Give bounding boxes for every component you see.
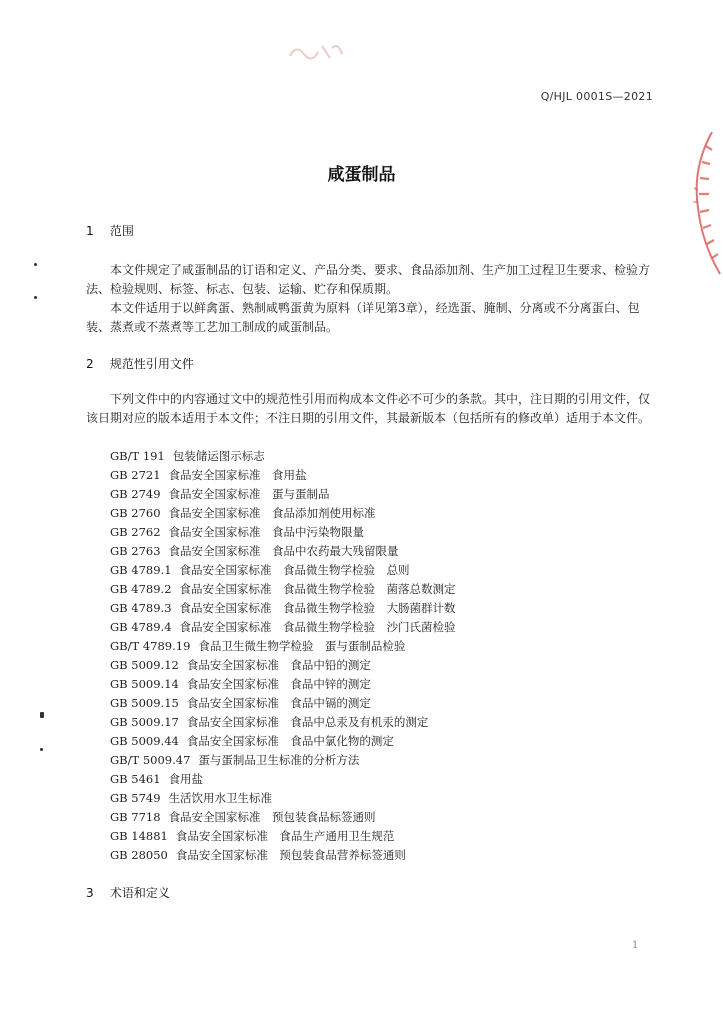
reference-title: 食用盐 bbox=[168, 772, 204, 786]
section-2-heading bbox=[86, 355, 194, 372]
scan-speck bbox=[34, 296, 37, 299]
section-1-heading bbox=[86, 222, 134, 239]
reference-title: 生活饮用水卫生标准 bbox=[168, 791, 273, 805]
reference-code: GB/T 191 bbox=[110, 449, 165, 463]
reference-code: GB 4789.1 bbox=[110, 563, 172, 577]
reference-code: GB 5009.17 bbox=[110, 715, 179, 729]
reference-item bbox=[110, 846, 456, 865]
reference-title: 食品安全国家标准 食品添加剂使用标准 bbox=[168, 506, 376, 520]
reference-item bbox=[110, 523, 456, 542]
reference-item bbox=[110, 618, 456, 637]
reference-code: GB 28050 bbox=[110, 848, 168, 862]
reference-item bbox=[110, 732, 456, 751]
section-number: 3 bbox=[86, 886, 94, 900]
reference-item bbox=[110, 466, 456, 485]
reference-code: GB 2721 bbox=[110, 468, 161, 482]
section-number: 2 bbox=[86, 357, 94, 371]
reference-item bbox=[110, 447, 456, 466]
reference-title: 食品安全国家标准 食品微生物学检验 沙门氏菌检验 bbox=[179, 620, 456, 634]
reference-item bbox=[110, 485, 456, 504]
reference-title: 食品安全国家标准 食品中污染物限量 bbox=[168, 525, 365, 539]
reference-item bbox=[110, 580, 456, 599]
reference-title: 食品卫生微生物学检验 蛋与蛋制品检验 bbox=[198, 639, 406, 653]
reference-code: GB/T 4789.19 bbox=[110, 639, 191, 653]
reference-code: GB 5009.12 bbox=[110, 658, 179, 672]
reference-title: 食品安全国家标准 食品生产通用卫生规范 bbox=[175, 829, 395, 843]
document-code: Q/HJL 0001S—2021 bbox=[540, 90, 653, 103]
scan-speck bbox=[40, 712, 44, 718]
reference-code: GB 5461 bbox=[110, 772, 161, 786]
reference-code: GB 2749 bbox=[110, 487, 161, 501]
reference-code: GB 2762 bbox=[110, 525, 161, 539]
reference-title: 食品安全国家标准 食品微生物学检验 大肠菌群计数 bbox=[179, 601, 456, 615]
reference-code: GB 5009.44 bbox=[110, 734, 179, 748]
reference-item bbox=[110, 542, 456, 561]
reference-title: 食品安全国家标准 食品微生物学检验 总则 bbox=[179, 563, 410, 577]
reference-title: 包装储运图示标志 bbox=[172, 449, 265, 463]
reference-code: GB 2763 bbox=[110, 544, 161, 558]
faint-stamp-mark bbox=[286, 40, 346, 62]
reference-title: 食品安全国家标准 食品中农药最大残留限量 bbox=[168, 544, 399, 558]
scan-speck bbox=[34, 263, 37, 266]
reference-item bbox=[110, 656, 456, 675]
reference-code: GB 2760 bbox=[110, 506, 161, 520]
section-number: 1 bbox=[86, 224, 94, 238]
reference-title: 食品安全国家标准 食品中镉的测定 bbox=[186, 696, 371, 710]
reference-item bbox=[110, 770, 456, 789]
reference-title: 食品安全国家标准 食品中氯化物的测定 bbox=[186, 734, 394, 748]
reference-item bbox=[110, 789, 456, 808]
section-title: 规范性引用文件 bbox=[109, 357, 194, 371]
scope-paragraph-1: 本文件规定了咸蛋制品的订语和定义、产品分类、要求、食品添加剂、生产加工过程卫生要求、检验方法、检验规则、标签、标志、包装、运输、贮存和保质期。 bbox=[86, 263, 651, 296]
section-title: 术语和定义 bbox=[109, 886, 170, 900]
reference-title: 食品安全国家标准 预包装食品标签通则 bbox=[168, 810, 376, 824]
reference-item bbox=[110, 808, 456, 827]
references-intro-paragraph: 下列文件中的内容通过文中的规范性引用而构成本文件必不可少的条款。其中，注日期的引用文件，仅该日期对应的版本适用于本文件；不注日期的引用文件，其最新版本（包括所有的修改单）适用于本文件。 bbox=[86, 392, 651, 425]
reference-item bbox=[110, 694, 456, 713]
reference-title: 食品安全国家标准 食品微生物学检验 菌落总数测定 bbox=[179, 582, 456, 596]
reference-title: 食品安全国家标准 蛋与蛋制品 bbox=[168, 487, 330, 501]
reference-title: 食品安全国家标准 食品中锌的测定 bbox=[186, 677, 371, 691]
reference-code: GB/T 5009.47 bbox=[110, 753, 191, 767]
reference-item bbox=[110, 675, 456, 694]
scan-speck bbox=[40, 748, 43, 751]
reference-title: 食品安全国家标准 食用盐 bbox=[168, 468, 307, 482]
reference-item bbox=[110, 561, 456, 580]
reference-item bbox=[110, 599, 456, 618]
section-title: 范围 bbox=[109, 224, 134, 238]
reference-code: GB 5009.14 bbox=[110, 677, 179, 691]
red-seal-fragment bbox=[684, 128, 723, 278]
reference-title: 食品安全国家标准 食品中铅的测定 bbox=[186, 658, 371, 672]
document-title: 咸蛋制品 bbox=[327, 165, 396, 185]
reference-code: GB 4789.3 bbox=[110, 601, 172, 615]
reference-list bbox=[110, 447, 456, 865]
reference-title: 蛋与蛋制品卫生标准的分析方法 bbox=[198, 753, 360, 767]
reference-title: 食品安全国家标准 预包装食品营养标签通则 bbox=[175, 848, 406, 862]
reference-code: GB 7718 bbox=[110, 810, 161, 824]
reference-item bbox=[110, 827, 456, 846]
reference-code: GB 14881 bbox=[110, 829, 168, 843]
reference-code: GB 4789.2 bbox=[110, 582, 172, 596]
reference-code: GB 5749 bbox=[110, 791, 161, 805]
reference-item bbox=[110, 713, 456, 732]
reference-code: GB 5009.15 bbox=[110, 696, 179, 710]
reference-item bbox=[110, 751, 456, 770]
section-3-heading bbox=[86, 884, 170, 901]
page-number: 1 bbox=[632, 940, 639, 951]
reference-title: 食品安全国家标准 食品中总汞及有机汞的测定 bbox=[186, 715, 429, 729]
reference-code: GB 4789.4 bbox=[110, 620, 172, 634]
reference-item bbox=[110, 637, 456, 656]
reference-item bbox=[110, 504, 456, 523]
scope-paragraph-2: 本文件适用于以鲜禽蛋、熟制咸鸭蛋黄为原料（详见第3章），经选蛋、腌制、分离或不分离蛋白、包装、蒸煮或不蒸煮等工艺加工制成的咸蛋制品。 bbox=[86, 301, 640, 334]
